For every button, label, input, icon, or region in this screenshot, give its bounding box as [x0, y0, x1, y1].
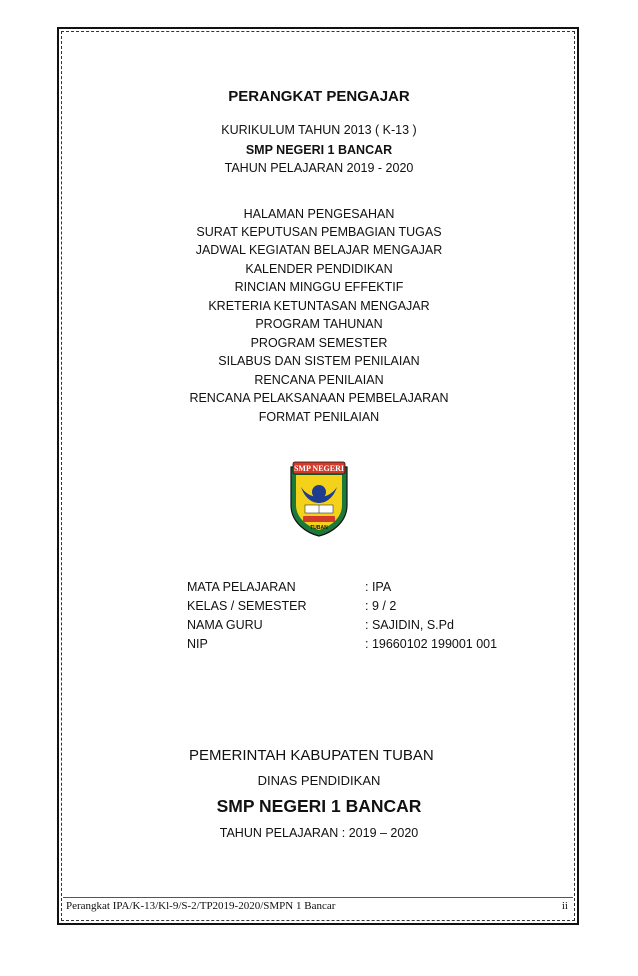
- contents-item: SILABUS DAN SISTEM PENILAIAN: [218, 354, 420, 368]
- government-name: PEMERINTAH KABUPATEN TUBAN: [189, 747, 434, 764]
- school-year-header: TAHUN PELAJARAN 2019 - 2020: [224, 161, 414, 175]
- contents-item: KRETERIA KETUNTASAN MENGAJAR: [208, 299, 430, 313]
- contents-item: RENCANA PELAKSANAAN PEMBELAJARAN: [189, 391, 449, 405]
- info-value: : 9 / 2: [365, 599, 397, 613]
- curriculum-line: KURIKULUM TAHUN 2013 ( K-13 ): [221, 123, 417, 137]
- contents-item: JADWAL KEGIATAN BELAJAR MENGAJAR: [195, 243, 443, 257]
- document-title: PERANGKAT PENGAJAR: [228, 88, 410, 105]
- page-footer: [63, 897, 573, 914]
- school-logo: [287, 459, 351, 537]
- page-number: ii: [561, 900, 568, 912]
- school-name-footer: SMP NEGERI 1 BANCAR: [216, 796, 422, 816]
- contents-item: PROGRAM SEMESTER: [250, 336, 388, 350]
- contents-item: SURAT KEPUTUSAN PEMBAGIAN TUGAS: [196, 225, 442, 239]
- school-name-header: SMP NEGERI 1 BANCAR: [245, 143, 393, 157]
- contents-item: RENCANA PENILAIAN: [254, 373, 384, 387]
- logo-bottom-text: TUBAN: [310, 525, 328, 531]
- school-year-footer: TAHUN PELAJARAN : 2019 – 2020: [219, 826, 419, 840]
- department-name: DINAS PENDIDIKAN: [257, 773, 381, 788]
- logo-banner-text: SMP NEGERI: [293, 464, 345, 473]
- contents-item: FORMAT PENILAIAN: [258, 410, 380, 424]
- footer-reference: Perangkat IPA/K-13/Kl-9/S-2/TP2019-2020/SMPN 1 Bancar: [66, 900, 336, 912]
- contents-item: RINCIAN MINGGU EFFEKTIF: [234, 280, 404, 294]
- info-label: NIP: [187, 637, 208, 651]
- info-value: : SAJIDIN, S.Pd: [365, 618, 454, 632]
- contents-item: PROGRAM TAHUNAN: [255, 317, 383, 331]
- info-label: KELAS / SEMESTER: [187, 599, 307, 613]
- contents-item: HALAMAN PENGESAHAN: [243, 207, 395, 221]
- contents-item: KALENDER PENDIDIKAN: [245, 262, 393, 276]
- info-label: MATA PELAJARAN: [187, 580, 296, 594]
- info-label: NAMA GURU: [187, 618, 263, 632]
- info-value: : IPA: [365, 580, 392, 594]
- info-value: : 19660102 199001 001: [365, 637, 498, 651]
